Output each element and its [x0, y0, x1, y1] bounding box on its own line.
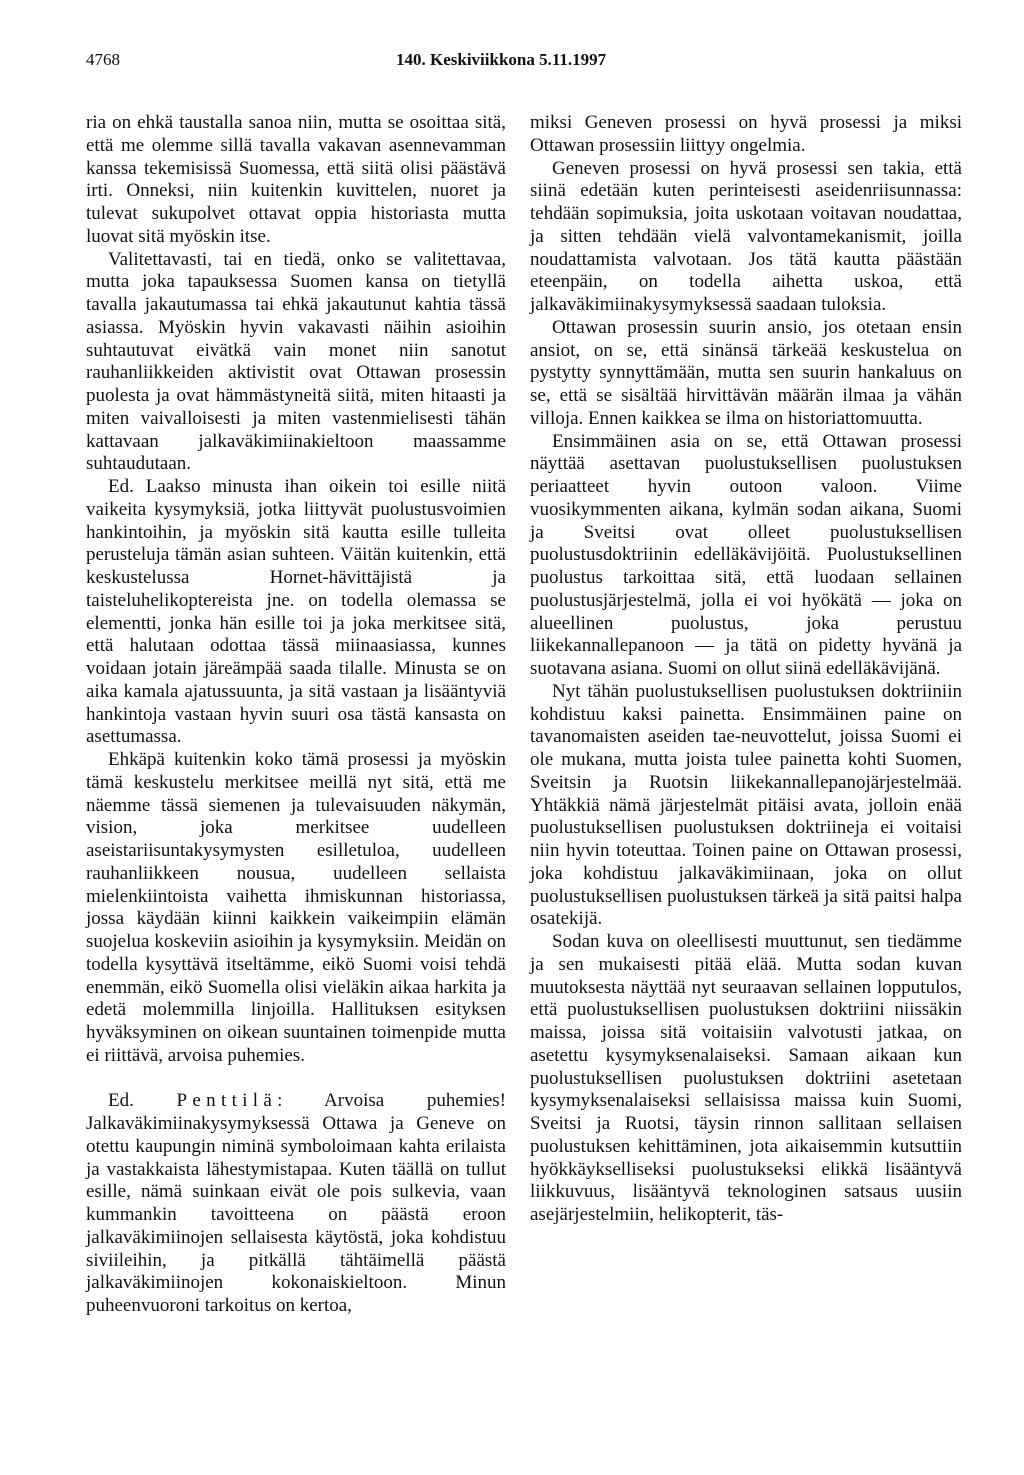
speech-text: : Arvoisa puhemies! Jalkaväkimiinakysymyksessä Ottawa ja Geneve on otettu kaupungin niminä symboloimaan kahta erilaista ja vastakkaista lähestymistapaa. Kuten täällä on tullut esille, nämä suinkaan eivät ole pois sulkevia, vaan kummankin tavoitteena on päästä eroon jalkaväkimiinojen sellaisesta käytöstä, joka kohdistuu siviileihin, ja pitkällä tähtäimellä päästä jalkaväkimiinojen kokonaiskieltoon. Minun puheenvuoroni tarkoitus on kertoa, — [86, 1090, 507, 1316]
paragraph: Ottawan prosessin suurin ansio, jos otetaan ensin ansiot, on se, että sinänsä tärkeää keskustelua on pystytty synnyttämään, mutta sen suurin hankaluus on se, että se sisältää hirvittävän määrän ilmaa ja vähän villoja. Ennen kaikkea se ilma on historiattomuutta. — [530, 316, 962, 429]
paragraph: ria on ehkä taustalla sanoa niin, mutta se osoittaa sitä, että me olemme sillä tavalla vakavan asennevamman kanssa tekemisissä Suomessa, että siitä olisi päästävä irti. Onneksi, niin kuitenkin kuvittelen, nuoret ja tulevat sukupolvet ottavat oppia historiasta mutta luovat sitä myöskin itse. — [86, 112, 506, 247]
paragraph: miksi Geneven prosessi on hyvä prosessi ja miksi Ottawan prosessiin liittyy ongelmia. — [530, 112, 962, 156]
right-column — [530, 112, 962, 1227]
speaker-name: Penttilä — [176, 1090, 278, 1112]
paragraph: Ed. Laakso minusta ihan oikein toi esille niitä vaikeita kysymyksiä, jotka liittyvät puolustusvoimien hankintoihin, ja myöskin sitä kautta esille tulleita perusteluja tämän asian suhteen. Väitän kuitenkin, että keskustelussa Hornet-hävittäjistä ja taisteluhelikoptereista jne. on todella olemassa se elementti, jonka hän esille toi ja joka merkitsee sitä, että halutaan odottaa tässä miinaasiassa, kunnes voidaan jotain järeämpää saada tilalle. Minusta se on aika kamala ajatussuunta, ja sitä vastaan ja lisääntyviä hankintoja vastaan hyvin suuri osa tästä kansasta on asettumassa. — [86, 476, 506, 748]
paragraph: Ehkäpä kuitenkin koko tämä prosessi ja myöskin tämä keskustelu merkitsee meillä nyt sitä, että me näemme tässä siemenen ja tulevaisuuden näkymän, vision, joka merkitsee uudelleen aseistariisuntakysymysten esilletuloa, uudelleen rauhanliikkeen nousua, uudelleen sellaista mielenkiintoista vaihetta ihmiskunnan historiassa, jossa käydään kiinni kaikkein vaikeimpiin elämän suojelua koskeviin asioihin ja kysymyksiin. Meidän on todella kysyttävä itseltämme, eikö Suomi voisi tehdä enemmän, eikö Suomella olisi vieläkin aikaa harkita ja edetä molemmilla linjoilla. Hallituksen esityksen hyväksyminen on oikean suuntainen toimenpide mutta ei riittävä, arvoisa puhemies. — [86, 749, 506, 1066]
paragraph: Sodan kuva on oleellisesti muuttunut, sen tiedämme ja sen mukaisesti pitää elää. Mutta sodan kuvan muutoksesta näyttää nyt seuraavan sellainen lopputulos, että puolustuksellisen puolustuksen doktriini niissäkin maissa, joissa sitä voitaisiin valvotusti jatkaa, on asetettu kysymyksenalaiseksi. Samaan aikaan kun puolustuksellisen puolustuksen doktriini asetetaan kysymyksenalaiseksi sellaisissa maissa kuin Suomi, Sveitsi ja Ruotsi, täysin rinnon sallitaan sellaisen puolustuksen kehittäminen, jota aikaisemmin kutsuttiin hyökkäykselliseksi puolustukseksi elikkä lisääntyvä liikkuvuus, lisääntyvä teknologinen satsaus uusiin asejärjestelmiin, helikopterit, täs- — [530, 931, 962, 1225]
page-header — [86, 48, 938, 72]
speaker-prefix: Ed. — [108, 1090, 177, 1112]
left-column — [86, 112, 506, 1318]
paragraph: Valitettavasti, tai en tiedä, onko se valitettavaa, mutta joka tapauksessa Suomen kansa on tietyllä tavalla jakautumassa tai ehkä jakautunut kahtia tässä asiassa. Myöskin hyvin vakavasti näihin asioihin suhtautuvat eivätkä vain monet niin sanotut rauhanliikkeiden aktivistit ovat Ottawan prosessin puolesta ja ovat hämmästyneitä siitä, miten hitaasti ja miten vaivalloisesti ja miten vastenmielisesti tähän kattavaan jalkaväkimiinakieltoon maassamme suhtaudutaan. — [86, 248, 506, 475]
session-title: 140. Keskiviikkona 5.11.1997 — [396, 50, 607, 69]
paragraph: Nyt tähän puolustuksellisen puolustuksen doktriiniin kohdistuu kaksi painetta. Ensimmäinen paine on tavanomaisten aseiden tae-neuvottelut, joissa Suomi ei ole mukana, mutta joista tulee painetta kohti Suomen, Sveitsin ja Ruotsin liikekannallepanojärjestelmää. Yhtäkkiä nämä järjestelmät pitäisi avata, jolloin enää puolustuksellisen puolustuksen doktriineja ei voitaisi niin hyvin toteuttaa. Toinen paine on Ottawan prosessi, joka kohdistuu jalkaväkimiinaan, joka on ollut puolustuksellisen puolustuksen tärkeä ja sitä paitsi halpa osatekijä. — [530, 680, 962, 930]
page-number: 4768 — [86, 50, 120, 69]
paragraph: Ensimmäinen asia on se, että Ottawan prosessi näyttää asettavan puolustuksellisen puolustuksen periaatteet hyvin outoon valoon. Viime vuosikymmenten aikana, kylmän sodan aikana, Suomi ja Sveitsi ovat olleet puolustuksellisen puolustusdoktriinin edelläkävijöitä. Puolustuksellinen puolustus tarkoittaa sitä, että luodaan sellainen puolustusjärjestelmä, jolla ei voi hyökätä — joka on alueellinen puolustus, joka perustuu liikekannallepanoon — ja tätä on pidetty hyvänä ja suotavana asiana. Suomi on ollut siinä edelläkävijänä. — [530, 430, 962, 679]
speech-paragraph — [86, 1090, 506, 1318]
paragraph: Geneven prosessi on hyvä prosessi sen takia, että siinä edetään kuten perinteisesti aseidenriisunnassa: tehdään sopimuksia, joita uskotaan voitavan noudattaa, ja sitten tehdään vielä valvontamekanismit, joilla noudattamista valvotaan. Jos tätä kautta päästään eteenpäin, on todella aihetta uskoa, että jalkaväkimiinakysymyksessä saadaan tuloksia. — [530, 157, 962, 315]
